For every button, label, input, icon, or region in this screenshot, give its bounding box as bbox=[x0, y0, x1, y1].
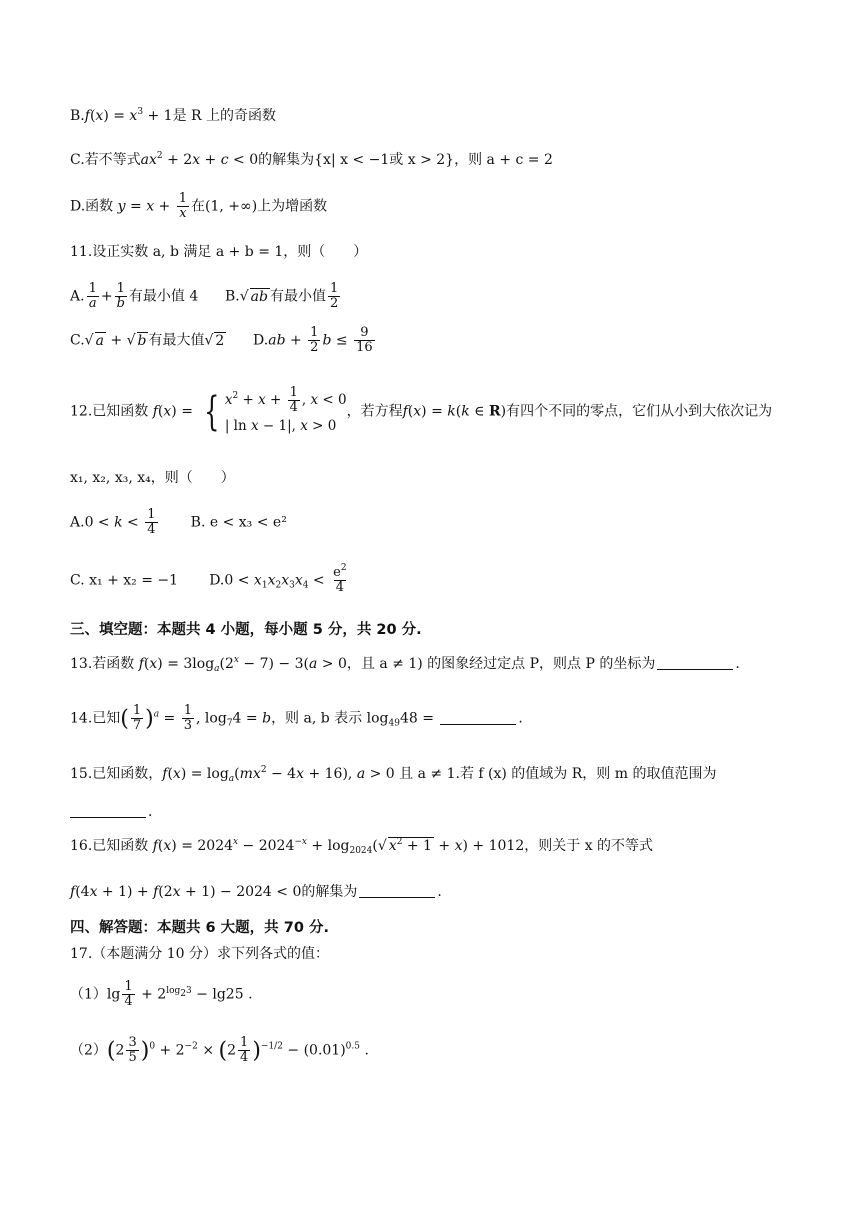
q11-options-cd: C.√ a + √ b 有最大值√ 2 D.ab + $\frac{1}{2}$ b ≤ $\frac{9}{16}$ bbox=[70, 325, 373, 355]
question-14: 14.已知( $\frac{1}{7}$ )$^a$ = $\frac{1}{3}$ , $\log_74 = b$，则 a, b 表示 $\log_{49}48$ = . bbox=[70, 703, 523, 733]
q12-options-ab: A.0 < k < $\frac{1}{4}$ B. e < x₃ < e² bbox=[70, 507, 287, 537]
question-12-stem: 12.已知函数 f(x) = { $x^2 + x$ + $\frac{1}{4}$ , x < 0 | ln x − 1|, x > 0 ，若方程f(x) = k(k ∈ R)有四个不同的零点，它们从小到大依次记为 bbox=[70, 386, 820, 437]
section-3-heading: 三、填空题：本题共 4 小题，每小题 5 分，共 20 分. bbox=[70, 622, 422, 638]
piecewise-function: { $x^2 + x$ + $\frac{1}{4}$ , x < 0 | ln x − 1|, x > 0 bbox=[204, 385, 347, 435]
question-13: 13.若函数 $f(x) = 3\log_a(2^x - 7) - 3(a > 0$，且 a ≠ 1) 的图象经过定点 P，则点 P 的坐标为 . bbox=[70, 655, 740, 674]
question-15: 15.已知函数，$f(x) = \log_a(mx^2 - 4x + 16)$, a > 0 且 a ≠ 1.若 f (x) 的值域为 R，则 m 的取值范围为 bbox=[70, 765, 717, 784]
option-10d: D.函数 y = x + $\frac{1}{x}$ 在(1, +∞)上为增函数 bbox=[70, 191, 328, 221]
answer-blank[interactable] bbox=[359, 883, 435, 898]
option-10c: C.若不等式$ax^2 + 2x + c < 0$的解集为{x| x < −1或 x > 2}，则 a + c = 2 bbox=[70, 151, 553, 168]
question-17-part2: （2）(2 $\frac{3}{5}$ )$^0 + 2^{-2} \times (2$ $\frac{1}{4}$ )$^{-1/2} - (0.01)^{0.5}$ . bbox=[70, 1035, 369, 1065]
option-10b: $B.f(x) = x^3 + 1$是 R 上的奇函数 bbox=[70, 107, 277, 124]
question-17-part1: （1）lg $\frac{1}{4}$ + $2^{log_23} - \lg 25$ . bbox=[70, 979, 253, 1009]
question-15-line2: . bbox=[70, 802, 820, 822]
question-12-line2: x₁, x₂, x₃, x₄，则（ ） bbox=[70, 470, 235, 486]
answer-blank[interactable] bbox=[657, 655, 733, 670]
q11-options-ab: A. $\frac{1}{a}$ + $\frac{1}{b}$ 有最小值 4 B.√ ab 有最小值 $\frac{1}{2}$ bbox=[70, 281, 339, 311]
question-16-line2: f(4x + 1) + f(2x + 1) − 2024 < 0的解集为 . bbox=[70, 884, 442, 900]
question-16: 16.已知函数 $f(x) = 2024^x - 2024^{-x} + \log_{2024}(√$ $x^2 + 1 + x) + 1012$，则关于 x 的不等式 bbox=[70, 837, 654, 856]
answer-blank[interactable] bbox=[70, 803, 146, 818]
question-11-stem: 11.设正实数 a, b 满足 a + b = 1，则（ ） bbox=[70, 244, 368, 260]
question-17-stem: 17.（本题满分 10 分）求下列各式的值： bbox=[70, 946, 329, 962]
section-4-heading: 四、解答题：本题共 6 大题，共 70 分. bbox=[70, 920, 329, 936]
answer-blank[interactable] bbox=[440, 710, 516, 725]
q12-options-cd: C. x₁ + x₂ = −1 $D.0 < x_1x_2x_3x_4$ < $\frac{e^2}{4}$ bbox=[70, 563, 347, 595]
